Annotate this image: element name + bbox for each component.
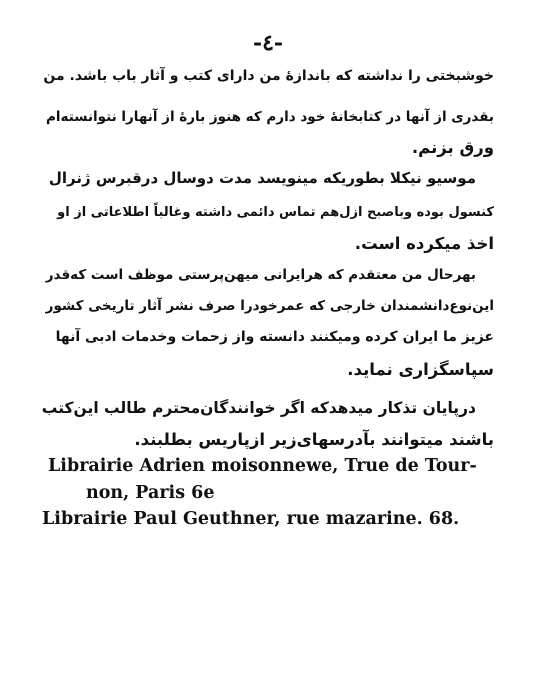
- paragraph-3-line-3: عزیز ما ایران کرده ومیکنند دانسته واز زحمات وخدمات ادبی آنها: [55, 329, 494, 345]
- paragraph-3-line-2: این‌نوع‌دانشمندان خارجی که عمرخودرا صرف نشر آثار تاریخی کشور: [45, 298, 494, 314]
- paragraph-2-line-1: موسیو نیکلا بطوریکه مینویسد مدت دوسال درقبرس ژنرال: [48, 169, 476, 187]
- paragraph-1-line-2: بقدری از آنها در کتابخانهٔ خود دارم که هنوز بارهٔ از آنهارا نتوانسته‌ام: [46, 109, 494, 125]
- page-number: -٤-: [252, 30, 284, 56]
- paragraph-3-line-1: بهرحال من معتقدم که هرایرانی میهن‌پرستی موظف است که‌قدر: [45, 267, 476, 283]
- paragraph-2-line-2: کنسول بوده وباصبح ازل‌هم تماس دائمی داشته وغالباً اطلاعاتی از او: [57, 205, 494, 220]
- address-line-2: non, Paris 6e: [86, 483, 215, 503]
- paragraph-1-line-3: ورق بزنم.: [411, 138, 494, 157]
- paragraph-2-line-3: اخذ میکرده است.: [354, 234, 494, 253]
- paragraph-3-line-4: سپاسگزاری نماید.: [347, 360, 494, 379]
- paragraph-1-line-1: خوشبختی را نداشته که باندازهٔ من دارای کتب و آثار باب باشد. من: [43, 68, 494, 84]
- paragraph-4-line-1: درپایان تذکار میدهدکه اگر خوانندگان‌محترم طالب این‌کتب: [41, 399, 476, 417]
- paragraph-4-line-2: باشند میتوانند بآدرسهای‌زیر ازپاریس بطلبند.: [134, 430, 494, 449]
- address-line-3: Librairie Paul Geuthner, rue mazarine. 68.: [42, 509, 460, 529]
- address-line-1: Librairie Adrien moisonnewe, True de Tour-: [48, 456, 477, 476]
